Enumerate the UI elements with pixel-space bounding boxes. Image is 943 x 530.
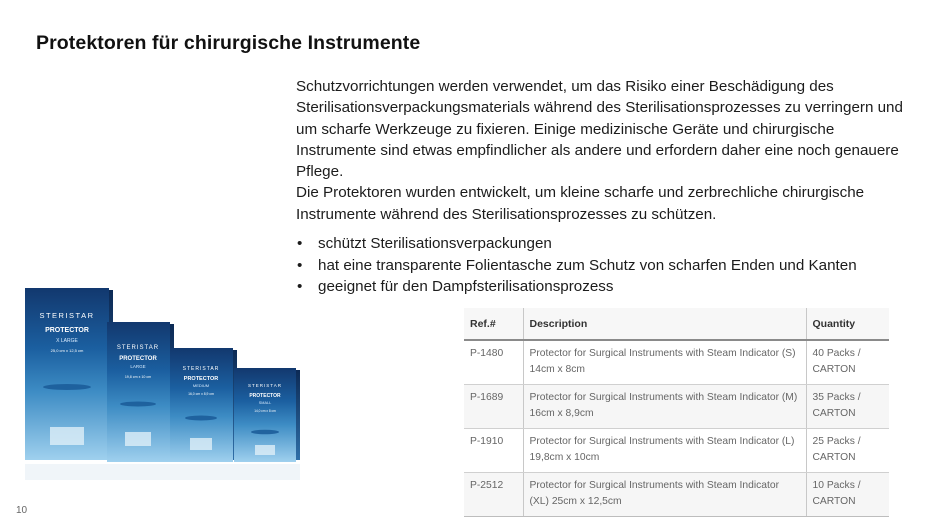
- box-large: [107, 322, 174, 462]
- list-item: [296, 233, 916, 255]
- bullet-glyph: •: [297, 278, 303, 295]
- page-title: Protektoren für chirurgische Instrumente: [36, 32, 421, 54]
- box-brand-text: STERISTAR: [116, 345, 160, 351]
- table-header-row: [464, 308, 889, 340]
- box-brand-text: STERISTAR: [248, 383, 282, 388]
- list-item: [296, 276, 916, 298]
- box-size-text: X LARGE: [56, 338, 78, 344]
- column-header-quantity: Quantity: [806, 308, 889, 340]
- cell-description: Protector for Surgical Instruments with Steam Indicator (L) 19,8cm x 10cm: [523, 429, 806, 473]
- cell-ref: P-1480: [464, 340, 523, 385]
- box-product-text: PROTECTOR: [249, 393, 281, 399]
- box-size-text: SMALL: [258, 401, 272, 405]
- box-product-text: PROTECTOR: [45, 327, 89, 334]
- box-brand-text: STERISTAR: [39, 311, 95, 320]
- feature-list: [296, 233, 916, 298]
- cell-ref: P-2512: [464, 473, 523, 517]
- cell-description: Protector for Surgical Instruments with Steam Indicator (S) 14cm x 8cm: [523, 340, 806, 385]
- column-header-description: Description: [523, 308, 806, 340]
- cell-quantity: 10 Packs / CARTON: [806, 473, 889, 517]
- box-dims-text: 14,0 cm x 8 cm: [254, 409, 276, 413]
- box-small: [234, 368, 300, 462]
- cell-description: Protector for Surgical Instruments with Steam Indicator (XL) 25cm x 12,5cm: [523, 473, 806, 517]
- list-item-text: geeignet für den Dampfsterilisationsprozess: [318, 278, 614, 295]
- box-size-text: LARGE: [130, 364, 146, 369]
- cell-quantity: 25 Packs / CARTON: [806, 429, 889, 473]
- box-dims-text: 25,0 cm x 12,5 cm: [50, 348, 84, 353]
- cell-description: Protector for Surgical Instruments with Steam Indicator (M) 16cm x 8,9cm: [523, 385, 806, 429]
- box-product-text: PROTECTOR: [183, 376, 219, 382]
- box-dims-text: 19,8 cm x 10 cm: [124, 375, 152, 379]
- box-brand-text: STERISTAR: [182, 366, 220, 372]
- table-row: [464, 385, 889, 429]
- list-item-text: hat eine transparente Folientasche zum Schutz von scharfen Enden und Kanten: [318, 256, 857, 274]
- slide-number: 10: [16, 505, 28, 516]
- cell-ref: P-1689: [464, 385, 523, 429]
- table-row: [464, 473, 889, 517]
- intro-paragraph: Schutzvorrichtungen werden verwendet, um das Risiko einer Beschädigung des Sterilisationsverpackungsmaterials während des Sterilisationsprozesses zu verringern und um scharfe Werkzeuge zu fixieren. Einige medizinische Geräte und chirurgische Instrumente sind etwas empfindlicher als andere und erfordern daher eine noch genauere Pflege.: [296, 78, 903, 181]
- bullet-glyph: •: [297, 256, 303, 274]
- box-xlarge: [25, 288, 113, 460]
- intro-paragraph: Die Protektoren wurden entwickelt, um kleine scharfe und zerbrechliche chirurgische Instrumente während des Sterilisationsprozesses zu schützen.: [296, 184, 865, 223]
- box-product-text: PROTECTOR: [119, 356, 157, 362]
- table-row: [464, 429, 889, 473]
- box-size-text: MEDIUM: [192, 383, 210, 388]
- box-dims-text: 16,0 cm x 8,9 cm: [188, 392, 214, 396]
- product-table: [464, 308, 889, 517]
- box-medium: [170, 348, 237, 462]
- cell-quantity: 35 Packs / CARTON: [806, 385, 889, 429]
- bullet-glyph: •: [297, 235, 303, 252]
- table-row: [464, 340, 889, 385]
- cell-ref: P-1910: [464, 429, 523, 473]
- intro-text: [296, 76, 916, 225]
- list-item-text: schützt Sterilisationsverpackungen: [318, 235, 552, 252]
- cell-quantity: 40 Packs / CARTON: [806, 340, 889, 385]
- list-item: [296, 255, 916, 277]
- product-boxes-image: [20, 282, 305, 482]
- column-header-ref: Ref.#: [464, 308, 523, 340]
